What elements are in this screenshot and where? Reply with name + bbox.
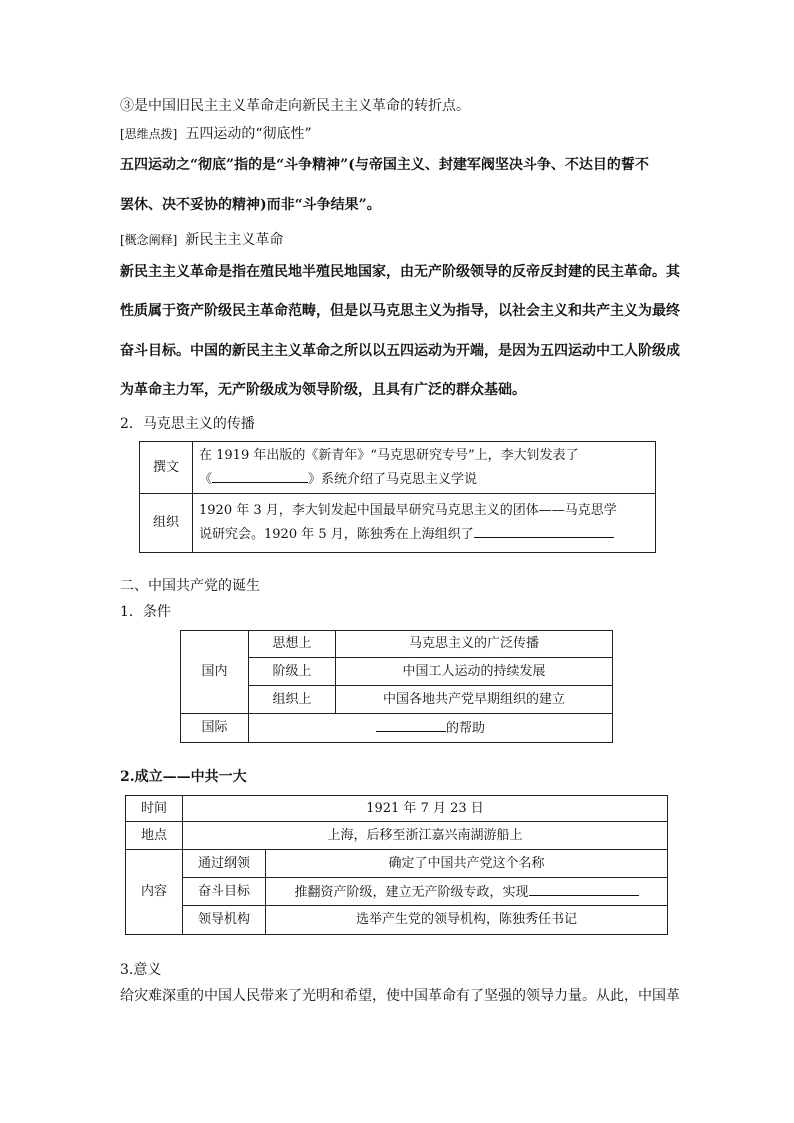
tip-concept-line-4: 为革命主力军，无产阶级成为领导阶级，且具有广泛的群众基础。 <box>120 382 526 398</box>
founding-place-label: 地点 <box>126 822 183 850</box>
marxism-heading: 2．马克思主义的传播 <box>120 416 255 432</box>
table-row <box>126 796 668 822</box>
tip-concept-title: 新民主主义革命 <box>185 232 284 248</box>
condition-content: 马克思主义的广泛传播 <box>336 631 613 658</box>
tip-thinking-title: 五四运动的“彻底性” <box>185 126 312 142</box>
condition-content: 中国工人运动的持续发展 <box>336 658 613 686</box>
table-row <box>126 850 668 878</box>
section-2-heading: 二、中国共产党的诞生 <box>120 578 260 594</box>
marxism-organization-cell <box>193 494 656 553</box>
conditions-table <box>180 630 613 743</box>
condition-content: 中国各地共产党早期组织的建立 <box>336 686 613 714</box>
founding-heading: 2.成立——中共一大 <box>120 769 247 785</box>
tip-concept-tag: [概念阐释] <box>120 233 178 247</box>
marxism-writing-suffix: 》系统介绍了马克思主义学说 <box>308 471 478 487</box>
condition-aspect: 组织上 <box>249 686 336 714</box>
table-row <box>126 906 668 935</box>
significance-heading: 3.意义 <box>120 962 162 978</box>
founding-content-label: 内容 <box>126 850 183 935</box>
founding-time-value: 1921 年 7 月 23 日 <box>183 796 668 822</box>
marxism-organization-line-2 <box>199 525 649 543</box>
marxism-label-organization: 组织 <box>140 494 193 553</box>
answer-blank[interactable] <box>212 470 308 483</box>
founding-time-label: 时间 <box>126 796 183 822</box>
condition-aspect: 思想上 <box>249 631 336 658</box>
founding-row-value: 推翻资产阶级，建立无产阶级专政，实现 <box>294 884 529 900</box>
founding-row-value: 选举产生党的领导机构，陈独秀任书记 <box>266 906 668 935</box>
marxism-writing-cell <box>193 442 656 494</box>
marxism-writing-prefix: 《 <box>199 471 213 487</box>
founding-row-label: 通过纲领 <box>183 850 266 878</box>
founding-row-label: 奋斗目标 <box>183 878 266 906</box>
marxism-label-writing: 撰文 <box>140 442 193 494</box>
tip-thinking-line-2: 罢休、决不妥协的精神)而非“斗争结果”。 <box>120 197 381 213</box>
marxism-organization-text: 说研究会。1920 年 5 月，陈独秀在上海组织了 <box>199 527 474 542</box>
founding-row-value: 确定了中国共产党这个名称 <box>266 850 668 878</box>
tip-thinking-line-1: 五四运动之“彻底”指的是“斗争精神”(与帝国主义、封建军阀坚决斗争、不达目的誓不 <box>120 157 649 173</box>
marxism-organization-line-1: 1920 年 3 月，李大钊发起中国最早研究马克思主义的团体——马克思学 <box>199 503 617 518</box>
international-label: 国际 <box>181 714 249 743</box>
condition-aspect: 阶级上 <box>249 658 336 686</box>
marxism-writing-line-2 <box>199 470 649 488</box>
marxism-writing-line-1: 在 1919 年出版的《新青年》“马克思研究专号”上，李大钊发表了 <box>199 447 579 463</box>
table-row <box>126 822 668 850</box>
answer-blank[interactable] <box>529 883 639 896</box>
table-row <box>140 442 656 494</box>
tip-concept-line-2: 性质属于资产阶级民主革命范畴，但是以马克思主义为指导，以社会主义和共产主义为最终 <box>120 303 680 319</box>
tip-concept-header <box>120 231 283 249</box>
founding-place-value: 上海，后移至浙江嘉兴南湖游船上 <box>183 822 668 850</box>
answer-blank[interactable] <box>376 719 446 732</box>
table-row <box>181 714 613 743</box>
table-row <box>140 494 656 553</box>
tip-thinking-header <box>120 125 312 143</box>
answer-blank[interactable] <box>474 525 614 538</box>
international-cell <box>249 714 613 743</box>
marxism-table <box>139 441 656 553</box>
tip-concept-line-1: 新民主主义革命是指在殖民地半殖民地国家，由无产阶级领导的反帝反封建的民主革命。其 <box>120 264 680 280</box>
table-row <box>181 631 613 658</box>
table-row <box>126 878 668 906</box>
intro-point: ③是中国旧民主主义革命走向新民主主义革命的转折点。 <box>120 98 470 114</box>
founding-table <box>125 795 668 935</box>
founding-row-label: 领导机构 <box>183 906 266 935</box>
domestic-label: 国内 <box>181 631 249 714</box>
conditions-heading: 1．条件 <box>120 604 171 620</box>
founding-goal-cell <box>266 878 668 906</box>
tip-thinking-tag: [思维点拨] <box>120 127 178 141</box>
international-suffix: 的帮助 <box>445 721 485 736</box>
tip-concept-line-3: 奋斗目标。中国的新民主主义革命之所以以五四运动为开端，是因为五四运动中工人阶级成 <box>120 343 680 359</box>
significance-text: 给灾难深重的中国人民带来了光明和希望，使中国革命有了坚强的领导力量。从此，中国革 <box>120 988 680 1004</box>
